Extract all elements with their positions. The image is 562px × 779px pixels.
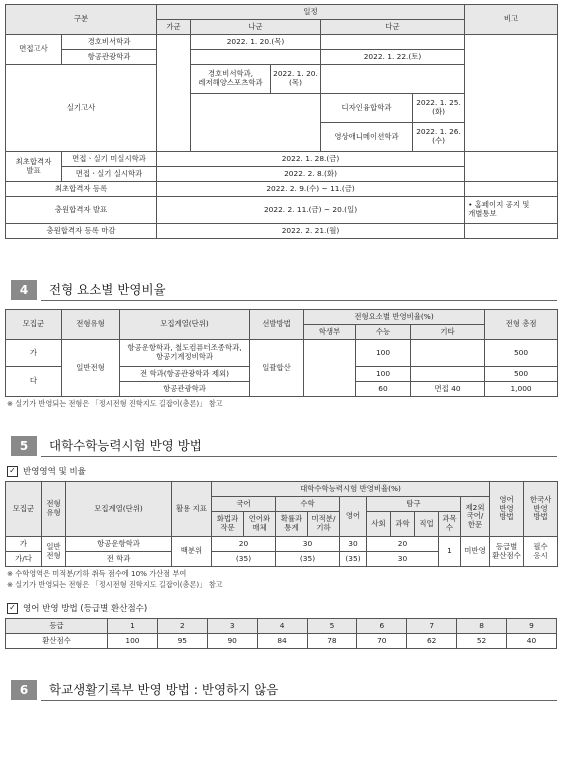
english-score: 52	[457, 634, 507, 649]
header-na: 나군	[191, 20, 321, 35]
h-m2: 미적분/ 기하	[308, 512, 340, 537]
section-5-note-1: ※ 수학영역은 미적분/기하 취득 점수에 10% 가산점 부여	[7, 569, 187, 578]
header-unit: 모집계열(단위)	[120, 310, 250, 340]
section-5-number: 5	[11, 436, 37, 456]
h-i1: 사회	[367, 512, 391, 537]
r-korean: 20	[212, 537, 276, 552]
interview-dept-1: 경호비서학과	[62, 35, 157, 50]
h-math: 수학	[276, 497, 340, 512]
document	[5, 4, 557, 709]
ratio-table	[5, 309, 558, 397]
header-ratio: 전형요소별 반영비율(%)	[304, 310, 485, 325]
header-bigo: 비고	[465, 5, 558, 35]
english-score: 90	[207, 634, 257, 649]
header-type: 전형유형	[62, 310, 120, 340]
header-total: 전형 총점	[485, 310, 558, 340]
h-second: 제2외 국어/ 한문	[461, 497, 490, 537]
register-label: 최초합격자 등록	[6, 182, 157, 197]
h-unit: 모집계열(단위)	[66, 482, 172, 537]
interview-da-date: 2022. 1. 22.(토)	[321, 50, 465, 65]
h-index: 활용 지표	[172, 482, 212, 537]
h-eng-method: 영어 반영 방법	[490, 482, 524, 537]
section-4-number: 4	[11, 280, 37, 300]
english-grade-label: 등급	[6, 619, 108, 634]
deadline-date: 2022. 2. 21.(월)	[157, 224, 465, 239]
h-korean: 국어	[212, 497, 276, 512]
header-da: 다군	[321, 20, 465, 35]
r-unit: 전 학과	[66, 552, 172, 567]
additional-date: 2022. 2. 11.(금) ~ 20.(일)	[157, 197, 465, 224]
r-english: (35)	[340, 552, 367, 567]
row-total: 1,000	[485, 382, 558, 397]
english-grade: 9	[507, 619, 557, 634]
practical-na-date: 2022. 1. 20.(목)	[271, 65, 321, 94]
h-i4: 과목 수	[439, 512, 461, 537]
sub-heading-english	[7, 602, 557, 614]
r-math: 30	[276, 537, 340, 552]
english-grade: 5	[307, 619, 357, 634]
h-english: 영어	[340, 497, 367, 537]
section-6-heading	[5, 679, 557, 701]
english-grade: 1	[108, 619, 158, 634]
row-type: 일반전형	[62, 340, 120, 397]
english-table	[5, 618, 557, 649]
english-score: 95	[157, 634, 207, 649]
english-score: 70	[357, 634, 407, 649]
row-csat: 100	[356, 367, 411, 382]
english-grade: 3	[207, 619, 257, 634]
h-m1: 확률과 통계	[276, 512, 308, 537]
r-second: 미반영	[461, 537, 490, 567]
header-ga: 가군	[157, 20, 191, 35]
practical-na-empty	[191, 94, 321, 152]
additional-note: • 홈페이지 공지 및 개별통보	[465, 197, 558, 224]
english-score: 78	[307, 634, 357, 649]
practical-da1-dept: 디자인융합학과	[321, 94, 413, 123]
h-i2: 과학	[391, 512, 415, 537]
practical-label: 실기고사	[6, 65, 157, 152]
row-total: 500	[485, 340, 558, 367]
english-score: 100	[108, 634, 158, 649]
row-record	[304, 340, 356, 397]
final-sub-2: 면접ㆍ실기 실시학과	[62, 167, 157, 182]
section-6-number: 6	[11, 680, 37, 700]
r-subjects: 1	[439, 537, 461, 567]
deadline-bigo-empty	[465, 224, 558, 239]
practical-da2-date: 2022. 1. 26.(수)	[413, 123, 465, 152]
bigo-empty-cell	[465, 35, 558, 152]
english-score-label: 환산점수	[6, 634, 108, 649]
h-k1: 화법과 작문	[212, 512, 244, 537]
r-group: 가/다	[6, 552, 42, 567]
final-label: 최초합격자 발표	[6, 152, 62, 182]
r-eng-method: 등급별 환산점수	[490, 537, 524, 567]
register-bigo-empty	[465, 182, 558, 197]
checkbox-checked-icon: ✓	[7, 603, 18, 614]
row-method: 일괄합산	[250, 340, 304, 397]
sub-heading-ratio	[7, 465, 557, 477]
deadline-label: 충원합격자 등록 마감	[6, 224, 157, 239]
register-date: 2022. 2. 9.(수) ~ 11.(금)	[157, 182, 465, 197]
r-index: 백분위	[172, 537, 212, 567]
final-bigo-empty	[465, 152, 558, 182]
row-total: 500	[485, 367, 558, 382]
english-score: 84	[257, 634, 307, 649]
english-grade: 8	[457, 619, 507, 634]
schedule-table	[5, 4, 558, 239]
practical-da1-date: 2022. 1. 25.(화)	[413, 94, 465, 123]
practical-da-empty	[321, 65, 465, 94]
h-inquiry: 탐구	[367, 497, 461, 512]
r-unit: 항공운항학과	[66, 537, 172, 552]
practical-na-dept: 경호비서학과, 레저해양스포츠학과	[191, 65, 271, 94]
section-4-heading	[5, 279, 557, 301]
row-unit: 전 학과(항공관광학과 제외)	[120, 367, 250, 382]
h-history: 한국사 반영 방법	[524, 482, 558, 537]
english-score: 62	[407, 634, 457, 649]
h-type: 전형 유형	[42, 482, 66, 537]
h-k2: 언어와 매체	[244, 512, 276, 537]
row-csat: 60	[356, 382, 411, 397]
english-score: 40	[507, 634, 557, 649]
header-record: 학생부	[304, 325, 356, 340]
english-grade: 7	[407, 619, 457, 634]
sub-heading-ratio-text: 반영영역 및 비율	[23, 467, 86, 477]
r-inquiry: 20	[367, 537, 439, 552]
row-unit: 항공운항학과, 철도컴퓨터조종학과, 항공기계정비학과	[120, 340, 250, 367]
row-unit: 항공관광학과	[120, 382, 250, 397]
interview-label: 면접고사	[6, 35, 62, 65]
additional-label: 충원합격자 발표	[6, 197, 157, 224]
header-gubun: 구분	[6, 5, 157, 35]
row-group: 다	[6, 367, 62, 397]
interview-na-empty	[191, 50, 321, 65]
section-4-note: ※ 실기가 반영되는 전형은 「정시전형 진학지도 길잡이(총론)」 참고	[7, 399, 223, 408]
row-other: 면접 40	[411, 382, 485, 397]
ga-empty-cell	[157, 35, 191, 152]
r-group: 가	[6, 537, 42, 552]
final-date-1: 2022. 1. 28.(금)	[157, 152, 465, 167]
section-6-title: 학교생활기록부 반영 방법 : 반영하지 않음	[49, 682, 279, 697]
final-sub-1: 면접ㆍ실기 미실시학과	[62, 152, 157, 167]
header-method: 선발방법	[250, 310, 304, 340]
header-other: 기타	[411, 325, 485, 340]
section-5-heading	[5, 435, 557, 457]
r-math: (35)	[276, 552, 340, 567]
row-csat: 100	[356, 340, 411, 367]
r-english: 30	[340, 537, 367, 552]
h-group: 모집군	[6, 482, 42, 537]
interview-na-date: 2022. 1. 20.(목)	[191, 35, 321, 50]
header-csat: 수능	[356, 325, 411, 340]
csat-table	[5, 481, 558, 567]
r-inquiry: 30	[367, 552, 439, 567]
r-history: 필수 응시	[524, 537, 558, 567]
interview-dept-2: 항공관광학과	[62, 50, 157, 65]
row-other	[411, 367, 485, 382]
english-grade: 4	[257, 619, 307, 634]
practical-da2-dept: 영상애니메이션학과	[321, 123, 413, 152]
interview-da-empty	[321, 35, 465, 50]
section-4-title: 전형 요소별 반영비율	[49, 282, 166, 297]
row-other	[411, 340, 485, 367]
r-type: 일반 전형	[42, 537, 66, 567]
english-grade: 2	[157, 619, 207, 634]
h-ratio: 대학수학능력시험 반영비율(%)	[212, 482, 490, 497]
r-korean: (35)	[212, 552, 276, 567]
checkbox-checked-icon: ✓	[7, 466, 18, 477]
section-5-title: 대학수학능력시험 반영 방법	[49, 438, 202, 453]
english-grade: 6	[357, 619, 407, 634]
h-i3: 직업	[415, 512, 439, 537]
final-date-2: 2022. 2. 8.(화)	[157, 167, 465, 182]
header-group: 모집군	[6, 310, 62, 340]
row-group: 가	[6, 340, 62, 367]
header-iljeong: 일정	[157, 5, 465, 20]
sub-heading-english-text: 영어 반영 방법 (등급별 환산점수)	[23, 604, 148, 614]
section-5-note-2: ※ 실기가 반영되는 전형은 「정시전형 진학지도 길잡이(총론)」 참고	[7, 580, 223, 589]
